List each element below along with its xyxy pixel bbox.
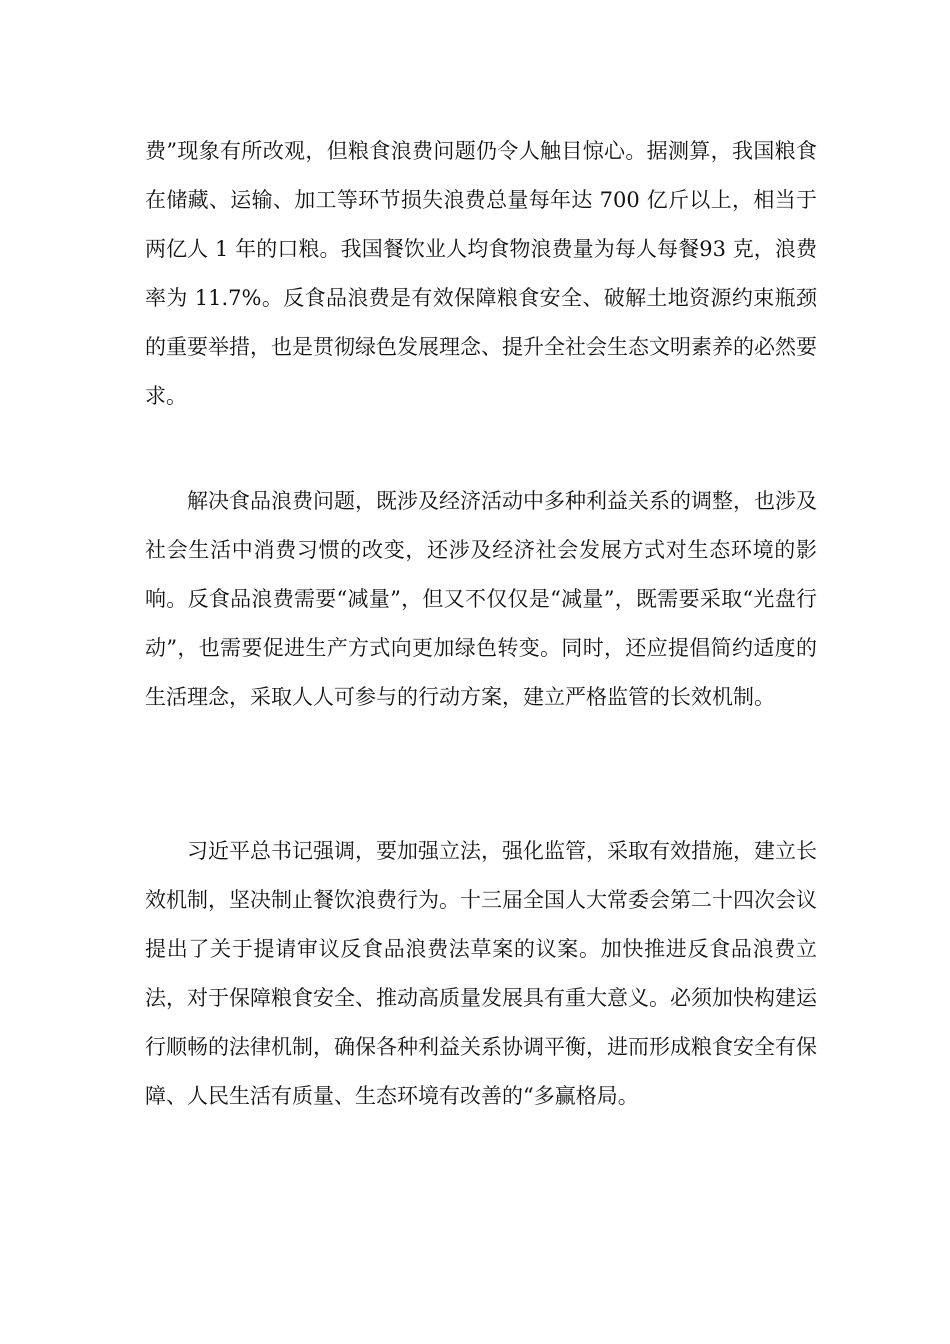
paragraph-food-waste-data: 费”现象有所改观，但粮食浪费问题仍令人触目惊心。据测算，我国粮食在储藏、运输、加工等环节损失浪费总量每年达 700 亿斤以上，相当于两亿人 1 年的口粮。我国餐饮业人均食物浪费量为每人每餐93 克，浪费率为 11.7%。反食品浪费是有效保障粮食安全、破解土地资源约束瓶颈的重要举措，也是贯彻绿色发展理念、提升全社会生态文明素养的必然要求。 [145, 139, 817, 408]
paragraph-solving-food-waste: 解决食品浪费问题，既涉及经济活动中多种利益关系的调整，也涉及社会生活中消费习惯的改变，还涉及经济社会发展方式对生态环境的影响。反食品浪费需要“减量”，但又不仅仅是“减量”，既需要采取“光盘行动”，也需要促进生产方式向更加绿色转变。同时，还应提倡简约适度的生活理念，采取人人可参与的行动方案，建立严格监管的长效机制。 [145, 489, 817, 709]
paragraph-legislation: 习近平总书记强调，要加强立法，强化监管，采取有效措施，建立长效机制，坚决制止餐饮浪费行为。十三届全国人大常委会第二十四次会议提出了关于提请审议反食品浪费法草案的议案。加快推进反食品浪费立法，对于保障粮食安全、推动高质量发展具有重大意义。必须加快构建运行顺畅的法律机制，确保各种利益关系协调平衡，进而形成粮食安全有保障、人民生活有质量、生态环境有改善的“多赢格局。 [145, 839, 817, 1108]
